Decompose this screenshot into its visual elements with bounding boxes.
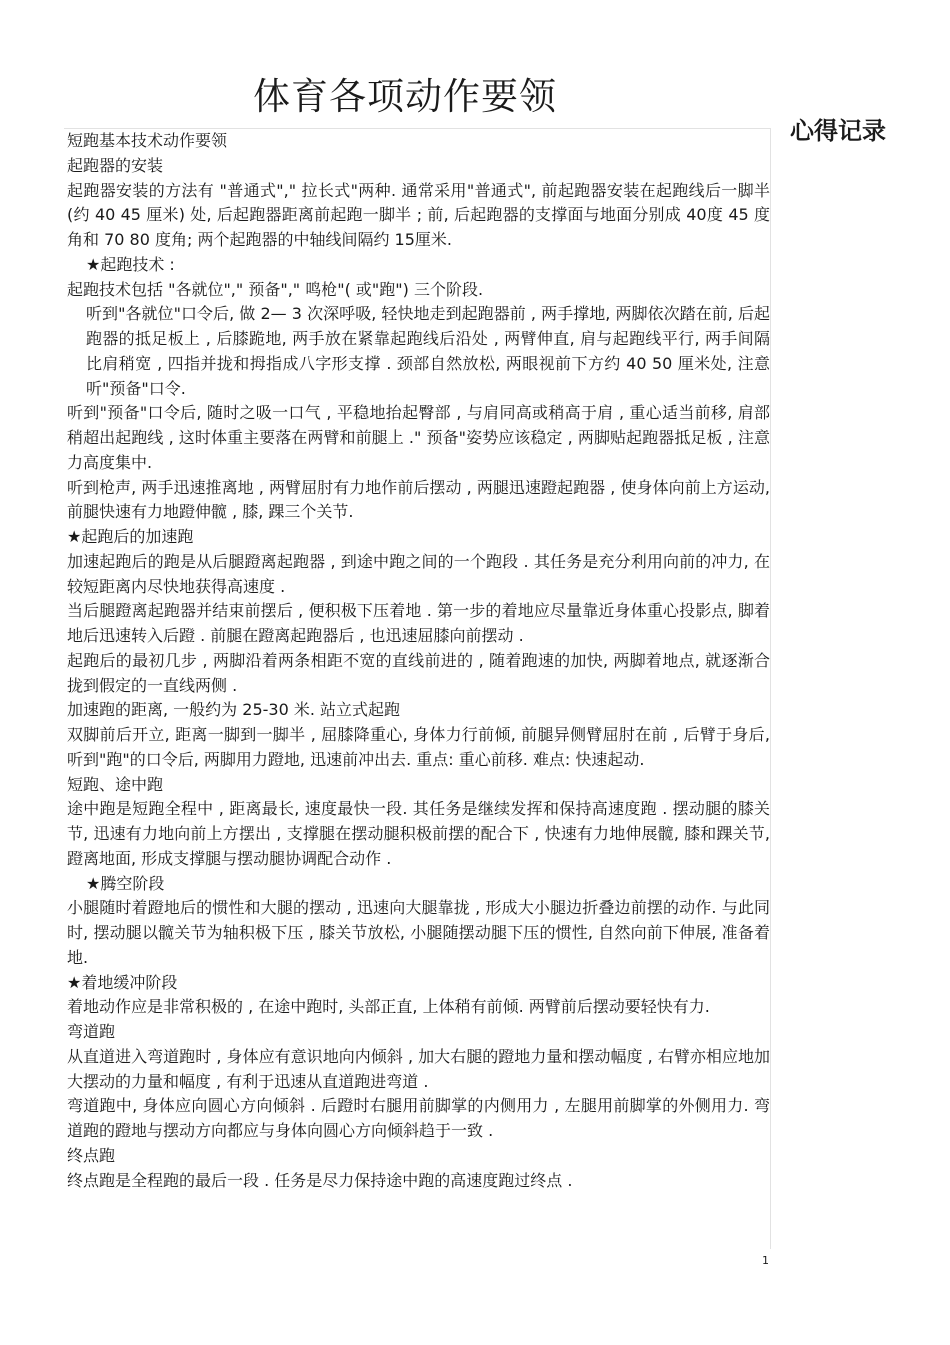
paragraph: 起跑后的最初几步 , 两脚沿着两条相距不宽的直线前进的 , 随着跑速的加快, 两脚着地点, 就逐渐合拢到假定的一直线两侧 . [67, 650, 770, 695]
notes-heading: 心得记录 [790, 117, 886, 145]
page-title: 体育各项动作要领 [253, 75, 557, 118]
paragraph: 起跑器的安装 [67, 155, 164, 175]
page-number: 1 [762, 1254, 769, 1267]
paragraph: 短跑、途中跑 [67, 774, 164, 794]
paragraph: 弯道跑中, 身体应向圆心方向倾斜 . 后蹬时右腿用前脚掌的内侧用力 , 左腿用前脚掌的外侧用力. 弯道跑的蹬地与摆动方向都应与身体向圆心方向倾斜趋于一致 . [67, 1096, 770, 1140]
paragraph: 着地动作应是非常积极的 , 在途中跑时, 头部正直, 上体稍有前倾. 两臂前后摆动要轻快有力. [67, 997, 710, 1017]
paragraph: 终点跑是全程跑的最后一段 . 任务是尽力保持途中跑的高速度跑过终点 . [67, 1170, 573, 1190]
paragraph: 听到"预备"口令后, 随时之吸一口气 , 平稳地抬起臀部 , 与肩同高或稍高于肩 , 重心适当前移, 肩部稍超出起跑线 , 这时体重主要落在两臂和前腿上 ." 预备"姿势应该稳定 , 两脚贴起跑器抵足板 , 注意力高度集中. [67, 403, 770, 472]
document-body [67, 129, 776, 1193]
paragraph: ★着地缓冲阶段 [67, 972, 178, 992]
paragraph: 弯道跑 [67, 1022, 116, 1041]
paragraph: 双脚前后开立, 距离一脚到一脚半 , 屈膝降重心, 身体力行前倾, 前腿异侧臂屈肘在前 , 后臂于身后, 听到"跑"的口令后, 两脚用力蹬地, 迅速前冲出去. 重点: 重心前移. 难点: 快速起动. [67, 725, 776, 769]
paragraph: 听到枪声, 两手迅速推离地 , 两臂屈肘有力地作前后摆动 , 两腿迅速蹬起跑器 , 使身体向前上方运动, 前腿快速有力地蹬伸髋 , 膝, 踝三个关节. [67, 477, 776, 522]
paragraph: 加速跑的距离, 一般约为 25-30 米. 站立式起跑 [67, 700, 401, 720]
paragraph: 从直道进入弯道跑时 , 身体应有意识地向内倾斜 , 加大右腿的蹬地力量和摆动幅度 , 右臂亦相应地加大摆动的力量和幅度 , 有利于迅速从直道跑进弯道 . [67, 1046, 770, 1091]
paragraph: ★起跑技术 : [86, 254, 175, 274]
paragraph: 起跑技术包括 "各就位"," 预备"," 鸣枪"( 或"跑") 三个阶段. [67, 279, 484, 299]
paragraph: 终点跑 [67, 1145, 116, 1165]
paragraph: 当后腿蹬离起跑器并结束前摆后 , 便积极下压着地 . 第一步的着地应尽量靠近身体重心投影点, 脚着地后迅速转入后蹬 . 前腿在蹬离起跑器后 , 也迅速屈膝向前摆动 . [67, 601, 770, 645]
paragraph: ★起跑后的加速跑 [67, 527, 194, 546]
paragraph: 途中跑是短跑全程中 , 距离最长, 速度最快一段. 其任务是继续发挥和保持高速度跑 . 摆动腿的膝关节, 迅速有力地向前上方摆出 , 支撑腿在摆动腿积极前摆的配合下 , 快速有力地伸展髋, 膝和踝关节, 蹬离地面, 形成支撑腿与摆动腿协调配合动作 . [67, 799, 776, 868]
paragraph: 短跑基本技术动作要领 [67, 131, 228, 150]
paragraph: 听到"各就位"口令后, 做 2— 3 次深呼吸, 轻快地走到起跑器前 , 两手撑地, 两脚依次踏在前, 后起跑器的抵足板上 , 后膝跪地, 两手放在紧靠起跑线后沿处 , 两臂伸直, 肩与起跑线平行, 两手间隔比肩稍宽 , 四指并拢和拇指成八字形支撑 . 颈部自然放松, 两眼视前下方约 40 50 厘米处, 注意听"预备"口令. [86, 304, 770, 398]
paragraph: 小腿随时着蹬地后的惯性和大腿的摆动 , 迅速向大腿靠拢 , 形成大小腿边折叠边前摆的动作. 与此同时, 摆动腿以髋关节为轴积极下压 , 膝关节放松, 小腿随摆动腿下压的惯性, 自然向前下伸展, 准备着地. [67, 898, 770, 967]
paragraph: 加速起跑后的跑是从后腿蹬离起跑器 , 到途中跑之间的一个跑段 . 其任务是充分利用向前的冲力, 在较短距离内尽快地获得高速度 . [67, 551, 770, 596]
paragraph: 起跑器安装的方法有 "普通式"," 拉长式"两种. 通常采用"普通式", 前起跑器安装在起跑线后一脚半 (约 40 45 厘米) 处, 后起跑器距离前起跑一脚半 ; 前, 后起跑器的支撑面与地面分别成 40度 45 度角和 70 80 度角; 两个起跑器的中轴线间隔约 15厘米. [67, 180, 776, 249]
paragraph: ★腾空阶段 [86, 873, 165, 893]
